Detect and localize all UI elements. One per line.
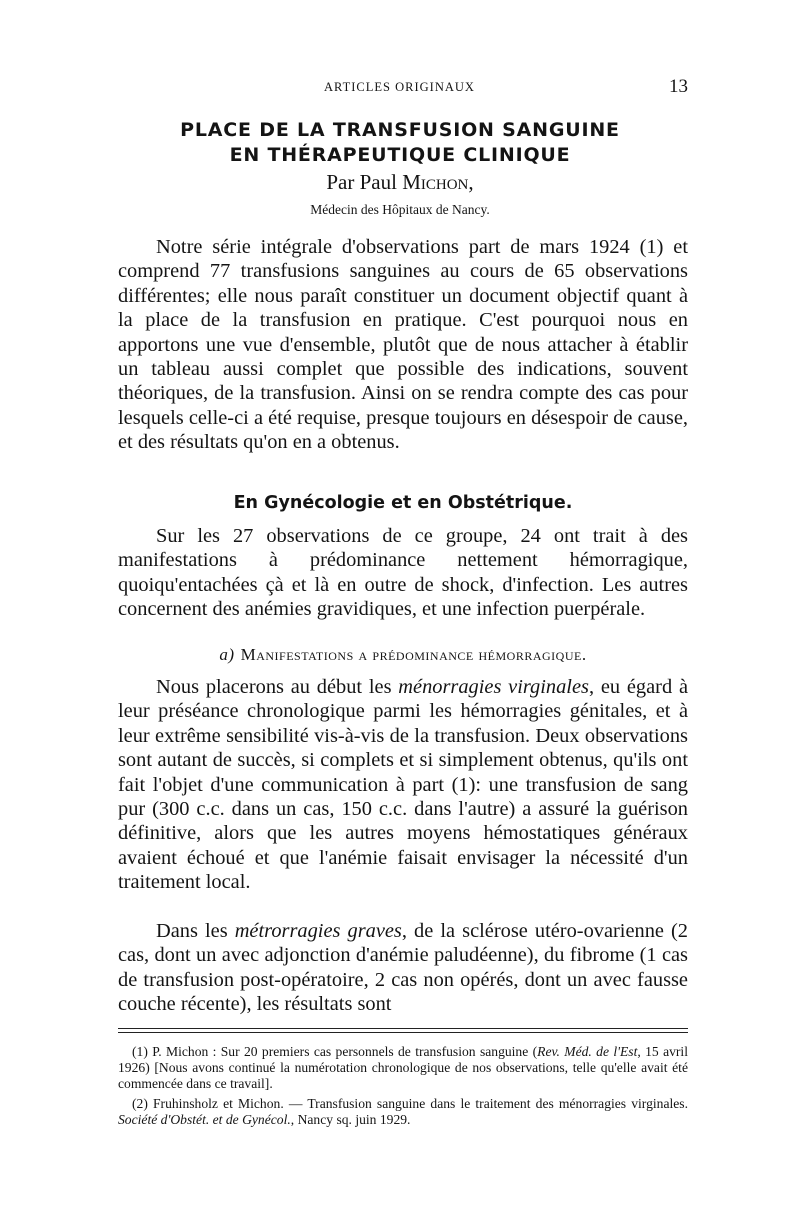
author-name: Michon, <box>402 170 474 194</box>
footnote-2 <box>118 1096 688 1128</box>
society-title: Société d'Obstét. et de Gynécol. <box>118 1111 291 1127</box>
footnote-rule <box>118 1028 688 1029</box>
byline <box>112 170 688 195</box>
subsection-marker: a) <box>219 645 235 664</box>
subsection-title: Manifestations a prédominance hémorragique. <box>240 645 587 664</box>
text-run: Nous placerons au début les <box>156 676 399 698</box>
text-run: (1) P. Michon : Sur 20 premiers cas personnels de transfusion sanguine ( <box>132 1044 538 1059</box>
article-title-line-1: PLACE DE LA TRANSFUSION SANGUINE <box>180 119 620 141</box>
text-run: (2) Fruhinsholz et Michon. — Transfusion sanguine dans le traitement des ménorragies virginales. <box>132 1095 688 1111</box>
paragraph-menorragies <box>118 675 688 895</box>
footnote-rule-thin <box>118 1032 688 1033</box>
paragraph-group-summary: Sur les 27 observations de ce groupe, 24 ont trait à des manifestations à prédominance nettement hémorragique, quoiqu'entachées çà et là en outre de shock, d'infection. Les autres concernent des anémies gravidiques, et une infection puerpérale. <box>118 525 688 621</box>
subsection-heading <box>118 645 688 665</box>
emphasis-term: métrorragies graves <box>234 920 402 942</box>
paragraph-metrorragies <box>118 919 688 1017</box>
running-header <box>112 78 688 100</box>
paragraph-intro: Notre série intégrale d'observations part de mars 1924 (1) et comprend 77 transfusions sanguines au cours de 65 observations différentes; elle nous paraît constituer un document objectif quant à la place de la transfusion en pratique. C'est pourquoi nous en apportons une vue d'ensemble, plutôt que de nous attacher à établir un tableau aussi complet que possible des indications, souvent théoriques, de la transfusion. Ainsi on se rendra compte des cas pour lesquels celle-ci a été requise, presque toujours en désespoir de cause, et des résultats qu'on en a obtenus. <box>118 236 688 454</box>
page-number: 13 <box>669 76 688 97</box>
footnote-1 <box>118 1044 688 1093</box>
footnotes <box>118 1044 688 1131</box>
text-run: , de la sclérose utéro-ovarienne (2 cas, dont un avec adjonction d'anémie paludéenne), du fibrome (1 cas de transfusion post-opératoire, 2 cas non opérés, dont un avec fausse couche récente), les résultats sont <box>118 920 689 1016</box>
byline-prefix: Par Paul <box>326 170 397 194</box>
text-run: , 15 avril 1926) [Nous avons continué la numérotation chronologique de nos observations, telle qu'elle avait été commencée dans ce travail]. <box>118 1044 688 1092</box>
running-title: ARTICLES ORIGINAUX <box>324 80 475 94</box>
journal-title: Rev. Méd. de l'Est <box>537 1044 638 1059</box>
text-run: , Nancy sq. juin 1929. <box>290 1111 411 1127</box>
article-title-line-2: EN THÉRAPEUTIQUE CLINIQUE <box>229 144 571 166</box>
emphasis-term: ménorragies virginales <box>398 676 589 698</box>
text-run: , eu égard à leur préséance chronologique parmi les hémorragies génitales, et à leur extrême sensibilité vis-à-vis de la transfusion. Deux observations sont autant de succès, si complets et si simplement obtenus, qu'ils ont fait l'objet d'une communication à part (1): une transfusion de sang pur (300 c.c. dans un cas, 150 c.c. dans l'autre) a assuré la guérison définitive, alors que les autres moyens hémostatiques généraux avaient échoué et que l'anémie faisait envisager la nécessité d'un traitement local. <box>118 676 688 894</box>
text-run: Dans les <box>156 920 235 942</box>
author-affiliation: Médecin des Hôpitaux de Nancy. <box>310 202 490 217</box>
section-heading: En Gynécologie et en Obstétrique. <box>233 493 573 513</box>
